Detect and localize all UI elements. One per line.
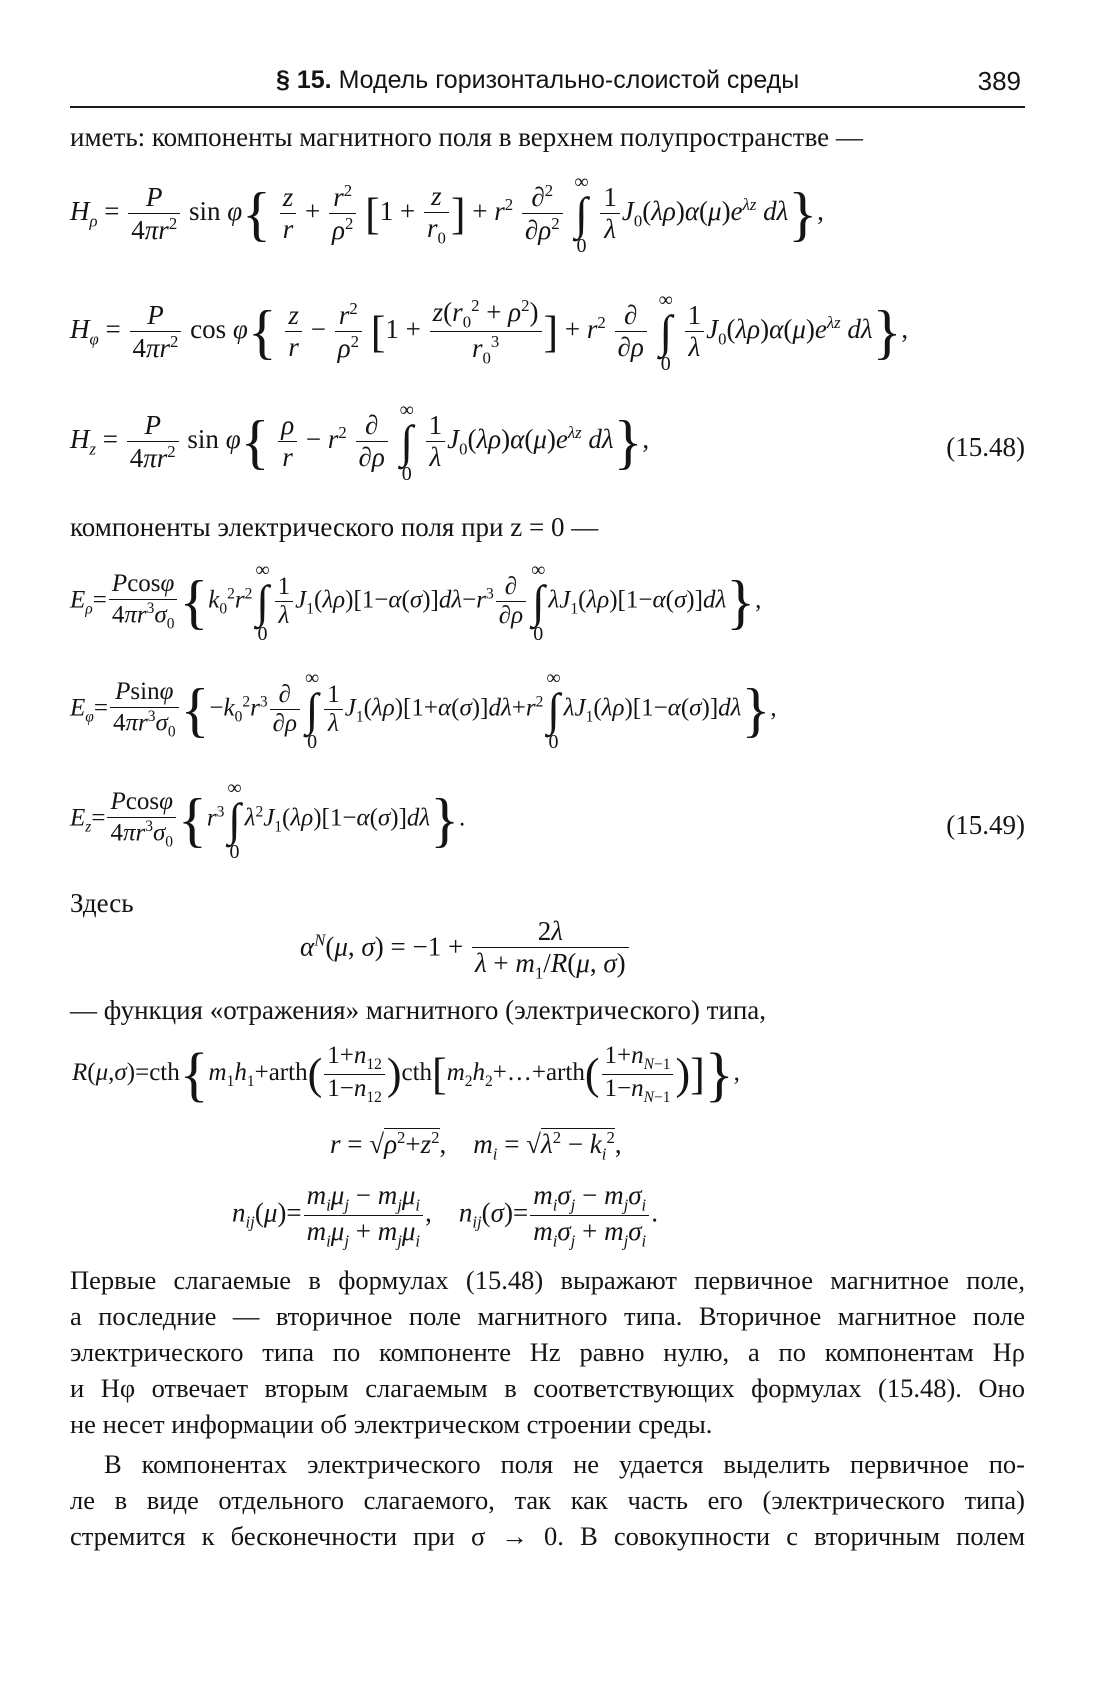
paragraph-1-line: и Hφ отвечает вторым слагаемым в соответствующих формулах (15.48). Оно [70, 1373, 1025, 1403]
reflection-text: — функция «отражения» магнитного (электрического) типа, [70, 995, 767, 1025]
equation-e-rho: $E_\rho=$ $\frac{Pcos\varphi}{4\pi r^3\sigma_0}$ {$k_0^2r^2\infty$ ∫ 0 $\frac{1}{\lambda}$ $J_1(\lambda\rho)[1-\alpha(\sigma)]d\lambda-r^3$ $\frac{\partial}{\partial\rho}$ ∞ ∫ $0\lambda J_1(\lambda\rho)[1-\alpha(\sigma)]d\lambda$}, [70, 559, 762, 645]
section-title: Модель горизонтально-слоистой среды [338, 66, 800, 94]
page-number: 389 [977, 66, 1021, 96]
paragraph-1-line: электрического типа по компоненте Hz равно нулю, а по компонентам Hρ [70, 1337, 1025, 1367]
header-title [276, 66, 799, 95]
equation-label-15-48: (15.48) [946, 432, 1025, 462]
equation-h-rho: $H_\rho$ = $\frac{P}{4\pi r^2}$ sin φ{ $\frac{z}{r}$ + $\frac{r^2}{\rho^2}$ [1 + $\frac{z}{r_0}$ ] + $r^2$ $\frac{\partial^2}{\partial\rho^2}$ ∞ ∫ 0 $\frac{1}{\lambda}$ $J_0(\lambda\rho)\alpha(\mu)e^{\lambda z}$ dλ}, [70, 171, 824, 257]
paragraph-1-line: Первые слагаемые в формулах (15.48) выражают первичное магнитное поле, [70, 1265, 1025, 1295]
paragraph-2-line: стремится к бесконечности при σ → 0. В совокупности с вторичным полем [70, 1521, 1025, 1551]
paragraph-1-line: а последние — вторичное поле магнитного типа. Вторичное магнитное поле [70, 1301, 1025, 1331]
here-word: Здесь [70, 888, 134, 918]
equation-n-ij: $n_{ij}(\mu)=$ $\frac{m_i\mu_j - m_j\mu_i}{m_i\mu_j + m_j\mu_i}$ , $n_{ij}(\sigma)=$ $\frac{m_i\sigma_j - m_j\sigma_i}{m_i\sigma_j + m_j\sigma_i}$ . [232, 1180, 658, 1251]
equation-r: $R(\mu,\sigma)=cth\{m_1h_1+arth$( $\frac{1+n_{12}}{1-n_{12}}$ )$cth[m_2h_2+\dots+arth$( $\frac{1+n_{N-1}}{1-n_{N-1}}$ )]}, [72, 1041, 740, 1108]
equation-label-15-49: (15.49) [946, 810, 1025, 840]
paragraph-2-line: В компонентах электрического поля не удается выделить первичное по- [104, 1449, 1025, 1479]
equation-h-z: $H_z$ = $\frac{P}{4\pi r^2}$ sin φ{ $\frac{\rho}{r}$ − $r^2$ $\frac{\partial}{\partial\rho}$ ∞ ∫ 0 $\frac{1}{\lambda}$ $J_0(\lambda\rho)\alpha(\mu)e^{\lambda z}$ dλ}, [70, 399, 650, 485]
equation-e-z: $E_z=$ $\frac{Pcos\varphi}{4\pi r^3\sigma_0}$ {$r^3\infty$ ∫ $0\lambda^2J_1(\lambda\rho)[1-\alpha(\sigma)]d\lambda$}. [70, 777, 466, 863]
paragraph-2-line: ле в виде отдельного слагаемого, так как часть его (электрического типа) [70, 1485, 1025, 1515]
intro-line: иметь: компоненты магнитного поля в верхнем полупространстве — [70, 122, 863, 152]
running-header [70, 60, 1025, 108]
electric-intro-line: компоненты электрического поля при z = 0 — [70, 512, 599, 542]
equation-alpha: $\alpha^N(\mu$, σ) = −1 + $\frac{2\lambda}{\lambda + m_1/R(\mu, \sigma)}$ [300, 916, 631, 983]
equation-r-mi: $r = √\rho^2+z^2$, $m_i = √\lambda^2 - k_i^2$, [330, 1128, 622, 1164]
equation-h-phi: $H_\varphi$ = $\frac{P}{4\pi r^2}$ cos φ{ $\frac{z}{r}$ − $\frac{r^2}{\rho^2}$ [1 + $\frac{z(r_0^2 + \rho^2)}{r_0^3}$ ] + $r^2$ $\frac{\partial}{\partial\rho}$ ∞ ∫ 0 $\frac{1}{\lambda}$ $J_0(\lambda\rho)\alpha(\mu)e^{\lambda z}$ dλ}, [70, 289, 909, 375]
equation-e-phi: $E_\varphi=$ $\frac{Psin\varphi}{4\pi r^3\sigma_0}$ {$-k_0^2r^3$ $\frac{\partial}{\partial\rho}$ ∞ ∫ 0 $\frac{1}{\lambda}$ $J_1(\lambda\rho)[1+\alpha(\sigma)]d\lambda+r^2\infty$ ∫ $0\lambda J_1(\lambda\rho)[1-\alpha(\sigma)]d\lambda$}, [70, 667, 777, 753]
section-number: § 15. [276, 66, 332, 94]
paragraph-1-line: не несет информации об электрическом строении среды. [70, 1409, 713, 1439]
